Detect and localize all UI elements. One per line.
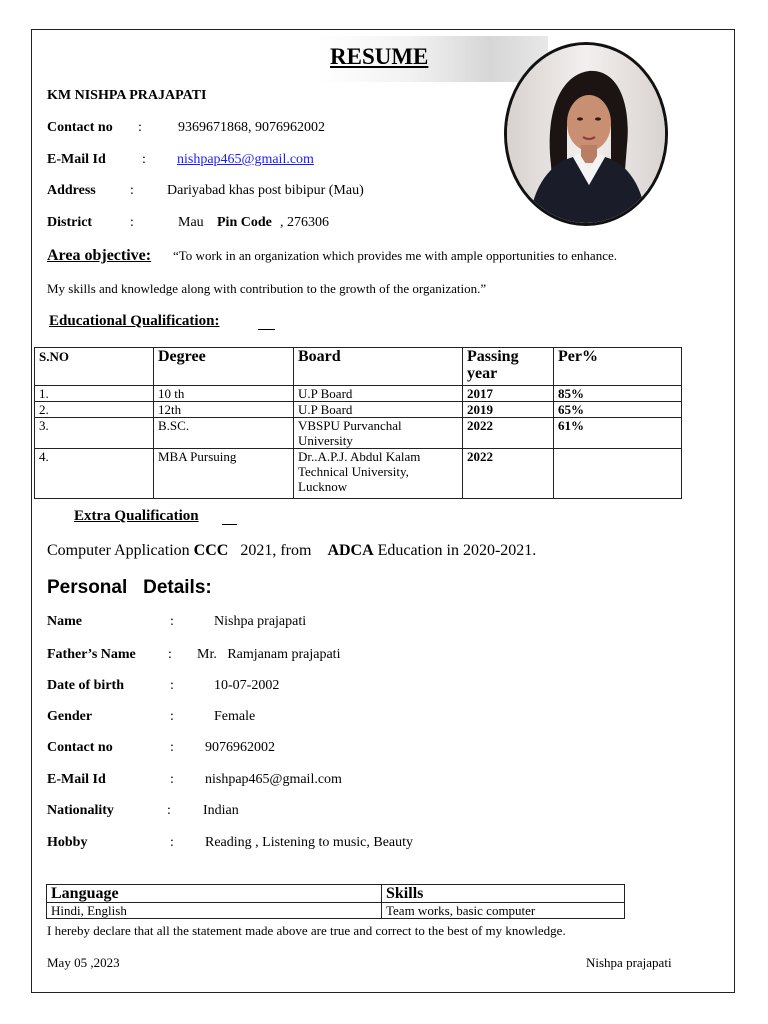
col-header-sno: S.NO [35, 348, 154, 386]
cell-percent: 65% [554, 402, 682, 418]
email-label: E-Mail Id [47, 152, 106, 167]
language-header: Language [47, 885, 382, 903]
footer-date: May 05 ,2023 [47, 955, 120, 970]
education-heading: Educational Qualification: [49, 313, 220, 329]
cell-sno: 4. [35, 449, 154, 499]
pincode-label: Pin Code [217, 215, 272, 230]
personal-value: 9076962002 [205, 740, 275, 755]
personal-value: 10-07-2002 [214, 678, 280, 693]
personal-label: Name [47, 614, 82, 629]
cell-degree: 12th [154, 402, 294, 418]
cell-year: 2022 [463, 449, 554, 499]
col-header-board: Board [294, 348, 463, 386]
personal-colon: : [170, 678, 174, 693]
extra-text-e: Education in 2020-2021. [373, 542, 537, 559]
personal-value: Mr. Ramjanam prajapati [197, 647, 341, 662]
extra-heading: Extra Qualification [74, 508, 199, 524]
personal-value: Nishpa prajapati [214, 614, 307, 629]
personal-label: Contact no [47, 740, 113, 755]
extra-text-c: 2021, from [228, 542, 328, 559]
extra-text-ccc: CCC [193, 542, 229, 559]
skills-value: Team works, basic computer [382, 903, 625, 919]
cell-percent [554, 449, 682, 499]
personal-label: Father’s Name [47, 647, 136, 662]
cell-board: VBSPU Purvanchal University [294, 418, 463, 449]
district-value: Mau [178, 215, 204, 230]
personal-colon: : [167, 803, 171, 818]
cell-year: 2017 [463, 386, 554, 402]
cell-board: U.P Board [294, 402, 463, 418]
cell-sno: 2. [35, 402, 154, 418]
address-colon: : [130, 183, 134, 198]
col-header-degree: Degree [154, 348, 294, 386]
personal-label: E-Mail Id [47, 772, 106, 787]
contact-label: Contact no [47, 120, 113, 135]
personal-colon: : [170, 614, 174, 629]
personal-value: Indian [203, 803, 239, 818]
personal-colon: : [170, 835, 174, 850]
personal-colon: : [168, 647, 172, 662]
table-row [35, 418, 682, 449]
objective-heading: Area objective: [47, 247, 152, 264]
table-row [35, 386, 682, 402]
personal-colon: : [170, 772, 174, 787]
personal-value: Reading , Listening to music, Beauty [205, 835, 414, 850]
personal-value: Female [214, 709, 256, 724]
personal-label: Hobby [47, 835, 88, 850]
personal-label: Gender [47, 709, 93, 724]
language-value: Hindi, English [47, 903, 382, 919]
col-header-percent: Per% [554, 348, 682, 386]
cell-degree: 10 th [154, 386, 294, 402]
contact-value: 9369671868, 9076962002 [178, 120, 325, 135]
address-value: Dariyabad khas post bibipur (Mau) [167, 183, 364, 198]
extra-text-a: Computer Application [47, 542, 194, 559]
cell-year: 2022 [463, 418, 554, 449]
table-row [35, 402, 682, 418]
cell-sno: 3. [35, 418, 154, 449]
cell-percent: 61% [554, 418, 682, 449]
personal-value: nishpap465@gmail.com [205, 772, 342, 787]
footer-signature: Nishpa prajapati [586, 955, 672, 970]
table-row [35, 449, 682, 499]
col-header-passing-year: Passing year [463, 348, 554, 386]
language-skills-table [46, 884, 625, 919]
cell-board: U.P Board [294, 386, 463, 402]
profile-photo-illustration [507, 45, 665, 223]
education-table [34, 347, 682, 499]
cell-sno: 1. [35, 386, 154, 402]
full-name: KM NISHPA PRAJAPATI [47, 88, 207, 103]
email-link[interactable]: nishpap465@gmail.com [177, 152, 314, 167]
objective-line-1: “To work in an organization which provides me with ample opportunities to enhance. [173, 248, 617, 263]
cell-degree: MBA Pursuing [154, 449, 294, 499]
personal-label: Nationality [47, 803, 114, 818]
contact-colon: : [138, 120, 142, 135]
extra-underline-tail [222, 524, 237, 525]
cell-year: 2019 [463, 402, 554, 418]
cell-board: Dr..A.P.J. Abdul Kalam Technical University, Lucknow [294, 449, 463, 499]
resume-title: RESUME [330, 44, 429, 69]
table-row [47, 903, 625, 919]
profile-photo [504, 42, 668, 226]
personal-colon: : [170, 740, 174, 755]
district-label: District [47, 215, 93, 230]
extra-text [47, 542, 536, 560]
pincode-value: , 276306 [280, 215, 329, 230]
heading-underline-tail [258, 329, 275, 330]
personal-heading: Personal Details: [47, 577, 212, 598]
email-colon: : [142, 152, 146, 167]
extra-text-adca: ADCA [327, 542, 374, 559]
declaration-text: I hereby declare that all the statement made above are true and correct to the best of my knowledge. [47, 923, 566, 938]
cell-percent: 85% [554, 386, 682, 402]
objective-line-2: My skills and knowledge along with contribution to the growth of the organization.” [47, 281, 487, 296]
cell-degree: B.SC. [154, 418, 294, 449]
address-label: Address [47, 183, 96, 198]
personal-colon: : [170, 709, 174, 724]
skills-header: Skills [382, 885, 625, 903]
personal-label: Date of birth [47, 678, 124, 693]
district-colon: : [130, 215, 134, 230]
